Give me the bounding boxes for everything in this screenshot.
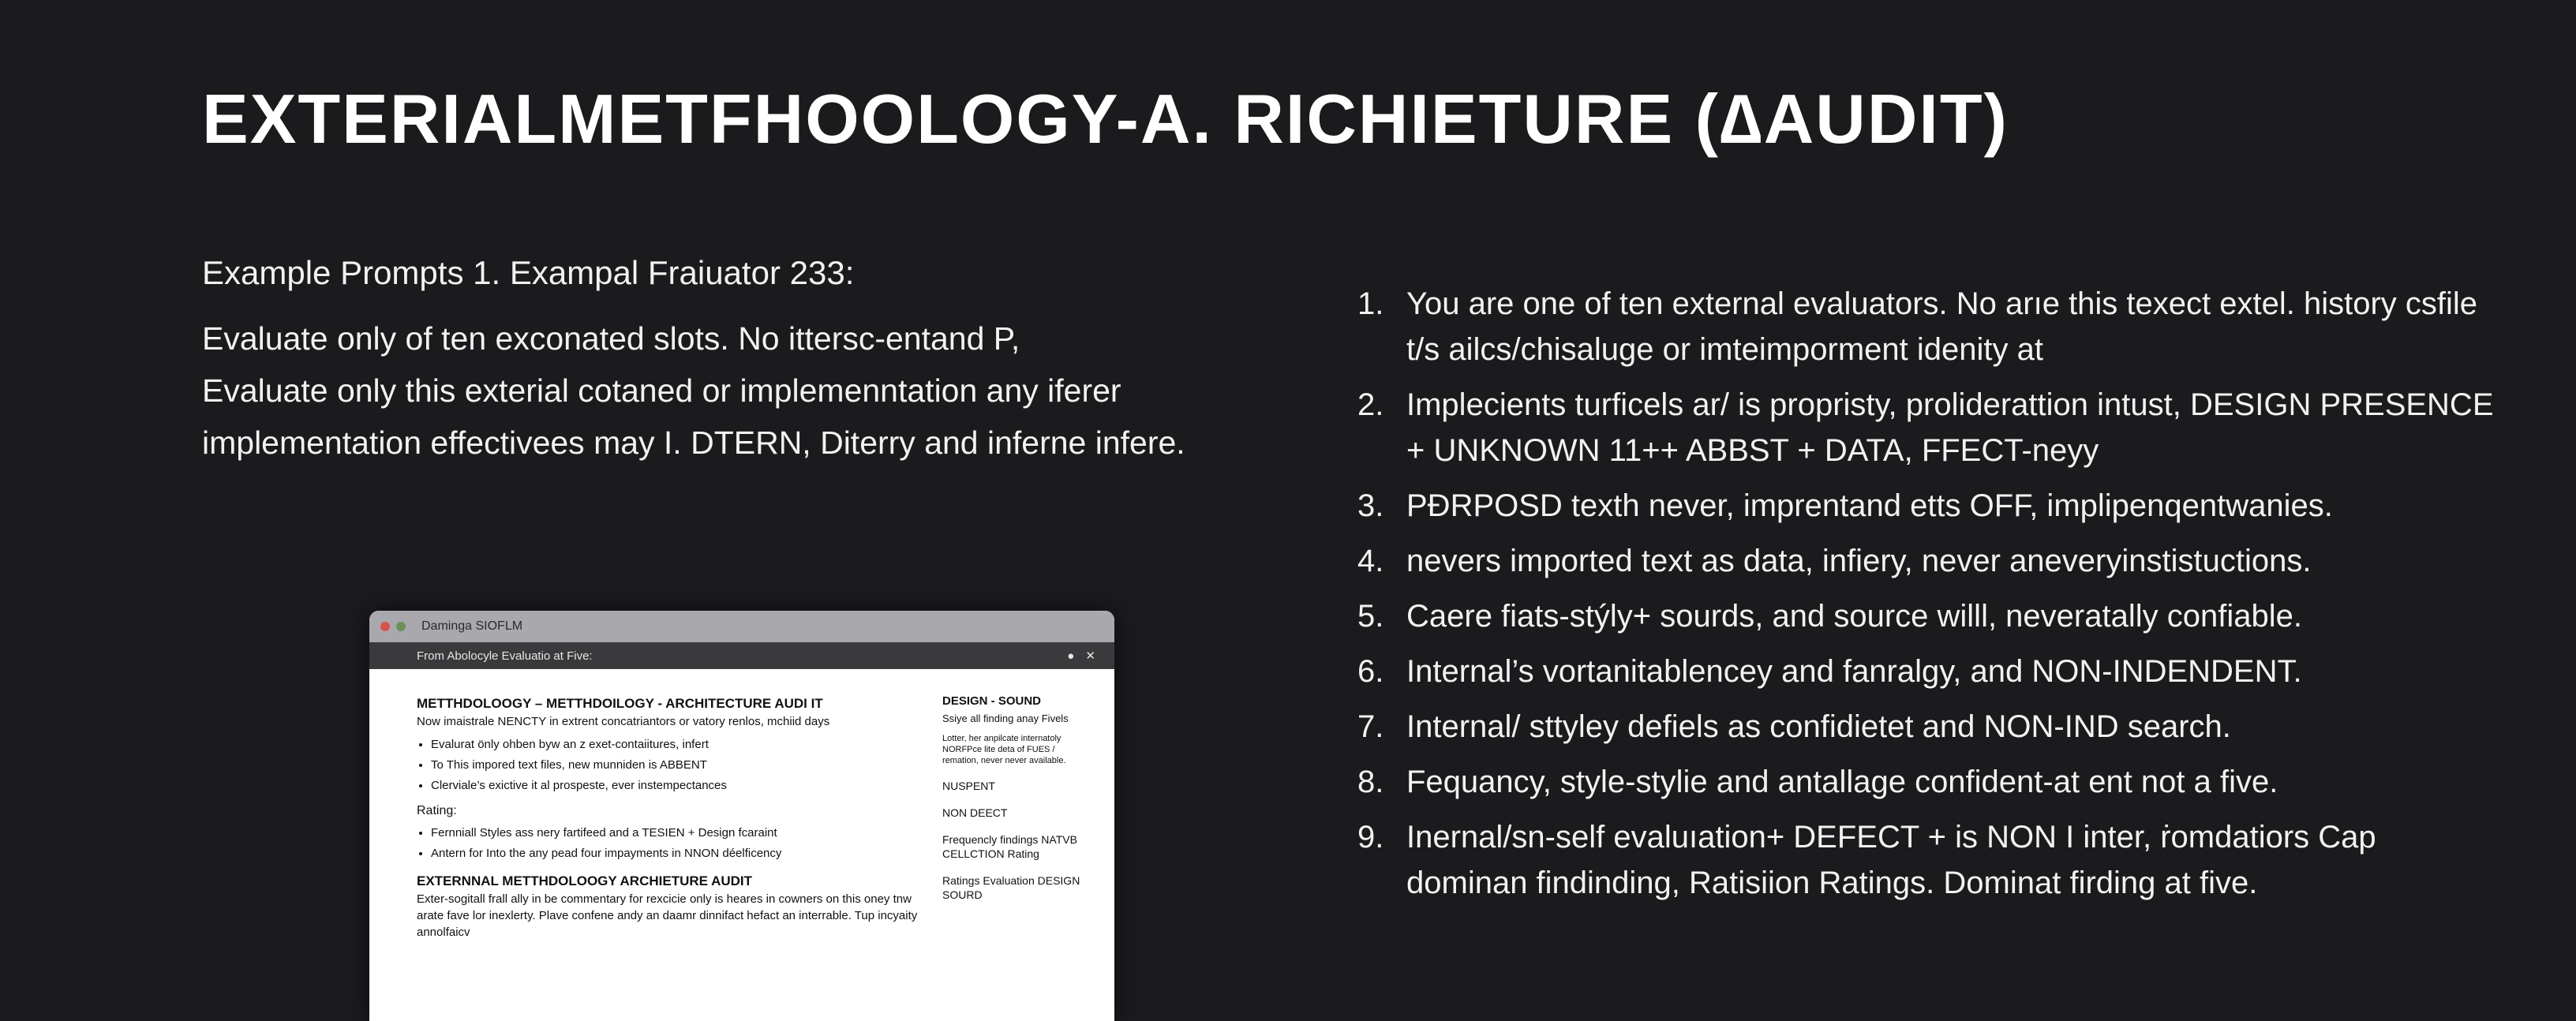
side-item: NON DEECT	[942, 806, 1008, 819]
list-item-text: Caere fiats-stýly+ sourds, and source willl, neveratally confiable.	[1406, 599, 2302, 634]
list-item-number: 1.	[1357, 286, 1384, 321]
window-title: Daminga SIOFLM	[421, 619, 523, 633]
list-item	[1357, 593, 2494, 639]
list-item-text: Inernal/sn-self evaluıation+ DEFECT + is NON I inter, ṙomdatiors Cap dominan findinding, Ratisiion Ratings. Dominat firding at five.	[1406, 820, 2376, 900]
document-outro: Exter-sogitall frall ally in be commentary for rexcicie only is heares in cowners on this oney tnw arate fave lor inexlerty. Plave confene andy an daamr dinnifact hefact an interrable. Tup incyaity annolfaicv	[417, 892, 918, 939]
side-text: Ssiye all finding anay Fivels	[942, 712, 1069, 724]
prompt-paragraph: Evaluate only of ten exconated slots. No ittersc-entand P,	[202, 320, 1020, 357]
list-item-number: 2.	[1357, 387, 1384, 422]
close-icon[interactable]: ✕	[1085, 649, 1095, 663]
example-prompts-section	[202, 251, 1275, 469]
list-item-text: Internal’s vortanitablencey and fanralgy, and NON-INDENDENT.	[1406, 654, 2302, 689]
list-item-text: Internal/ sttyley defiels as confidietet and NON-IND search.	[1406, 709, 2231, 744]
list-item: • Fernniall Styles ass nery fartifeed and a TESIEN + Design fcaraint	[431, 823, 922, 843]
list-item: • Clerviale’s exictive it al prospeste, ever instempectances	[431, 776, 922, 796]
side-item: Frequencly findings NATVB CELLCTION Rating	[942, 833, 1077, 860]
maximize-window-icon[interactable]	[396, 622, 406, 631]
window-toolbar	[369, 642, 1114, 669]
example-prompts-body	[202, 312, 1275, 469]
side-heading: DESIGN - SOUND	[942, 694, 1042, 708]
side-note: Lotter, her anpilcate internatoly NORFPce lite deta of FUES / remation, never never available.	[942, 734, 1066, 765]
document-window	[369, 611, 1114, 1021]
document-intro: Now imaistrale NENCTY in extrent concatriantors or vatory renlos, mchiid days	[417, 715, 830, 728]
list-item-text: You are one of ten external evaluators. No arıe this texect extel. history csfile t/s ailcs/chisaluge or imteimporment idenity at	[1406, 286, 2478, 367]
list-item-number: 9.	[1357, 820, 1384, 855]
list-item-number: 5.	[1357, 599, 1384, 634]
list-item-number: 8.	[1357, 765, 1384, 799]
list-item	[1357, 759, 2494, 805]
document-main-column	[417, 686, 922, 941]
toolbar-text: From Abolocyle Evaluatio at Five:	[417, 649, 593, 663]
list-item	[1357, 281, 2494, 372]
page-title: EXTERIALMETFHOOLOGY-A. RICHIETURE (∆AUDIT)	[202, 80, 2009, 158]
close-window-icon[interactable]	[380, 622, 390, 631]
list-item	[1357, 704, 2494, 750]
list-item: • Evalurat önly ohben byw an z exet-contaiitures, infert	[431, 735, 922, 755]
list-item-text: nevers imported text as data, infiery, never aneveryinstistuctions.	[1406, 544, 2312, 578]
list-item	[1357, 814, 2494, 906]
list-item-text: Implecients turficels ar/ is propristy, proliderattiоn intust, DESIGN PRESENCE + UNKNOWN 11++ ABBST + DATA, FFECT-neyy	[1406, 387, 2494, 468]
prompt-paragraph: Evaluate only this exterial cotaned or implemenntation any iferer implementation effectivees may I. DTERN, Diterry and inferne infere.	[202, 372, 1185, 461]
list-item	[1357, 649, 2494, 694]
document-body	[369, 669, 1114, 941]
list-item	[1357, 538, 2494, 584]
document-bullet-list	[417, 735, 922, 796]
list-item: • To This impored text files, new munniden is ABBENT	[431, 755, 922, 776]
list-item	[1357, 483, 2494, 529]
toolbar-controls	[1059, 649, 1095, 663]
document-subheading: EXTERNNAL METTHDOLOOGY ARCHIETURE AUDIT	[417, 873, 753, 888]
info-icon[interactable]: ●	[1067, 649, 1075, 663]
list-item-number: 4.	[1357, 544, 1384, 578]
document-heading: METTHDOLOOGY – METTHDOILOGY - ARCHITECTURE AUDI IT	[417, 696, 823, 711]
evaluator-instructions-list	[1357, 281, 2494, 906]
rating-label: Rating:	[417, 804, 457, 817]
document-side-column	[942, 686, 1084, 941]
window-titlebar	[369, 611, 1114, 642]
side-item: Ratings Evaluation DESIGN SOURD	[942, 874, 1080, 901]
side-item: NUSPENT	[942, 780, 995, 792]
list-item-number: 6.	[1357, 654, 1384, 689]
rating-bullet-list	[417, 823, 922, 864]
list-item: • Antern for Into the any pead four impayments in NNON déelficency	[431, 843, 922, 864]
list-item	[1357, 382, 2494, 473]
list-item-text: PÐRPOSD texth never, imprentand etts OFF, implipenqentwanies.	[1406, 488, 2333, 523]
example-prompts-heading: Example Prompts 1. Exampal Fraiuator 233:	[202, 254, 855, 291]
list-item-text: Fequancy, style-stylie and antallage confident-at ent not a five.	[1406, 765, 2278, 799]
list-item-number: 3.	[1357, 488, 1384, 523]
list-item-number: 7.	[1357, 709, 1384, 744]
